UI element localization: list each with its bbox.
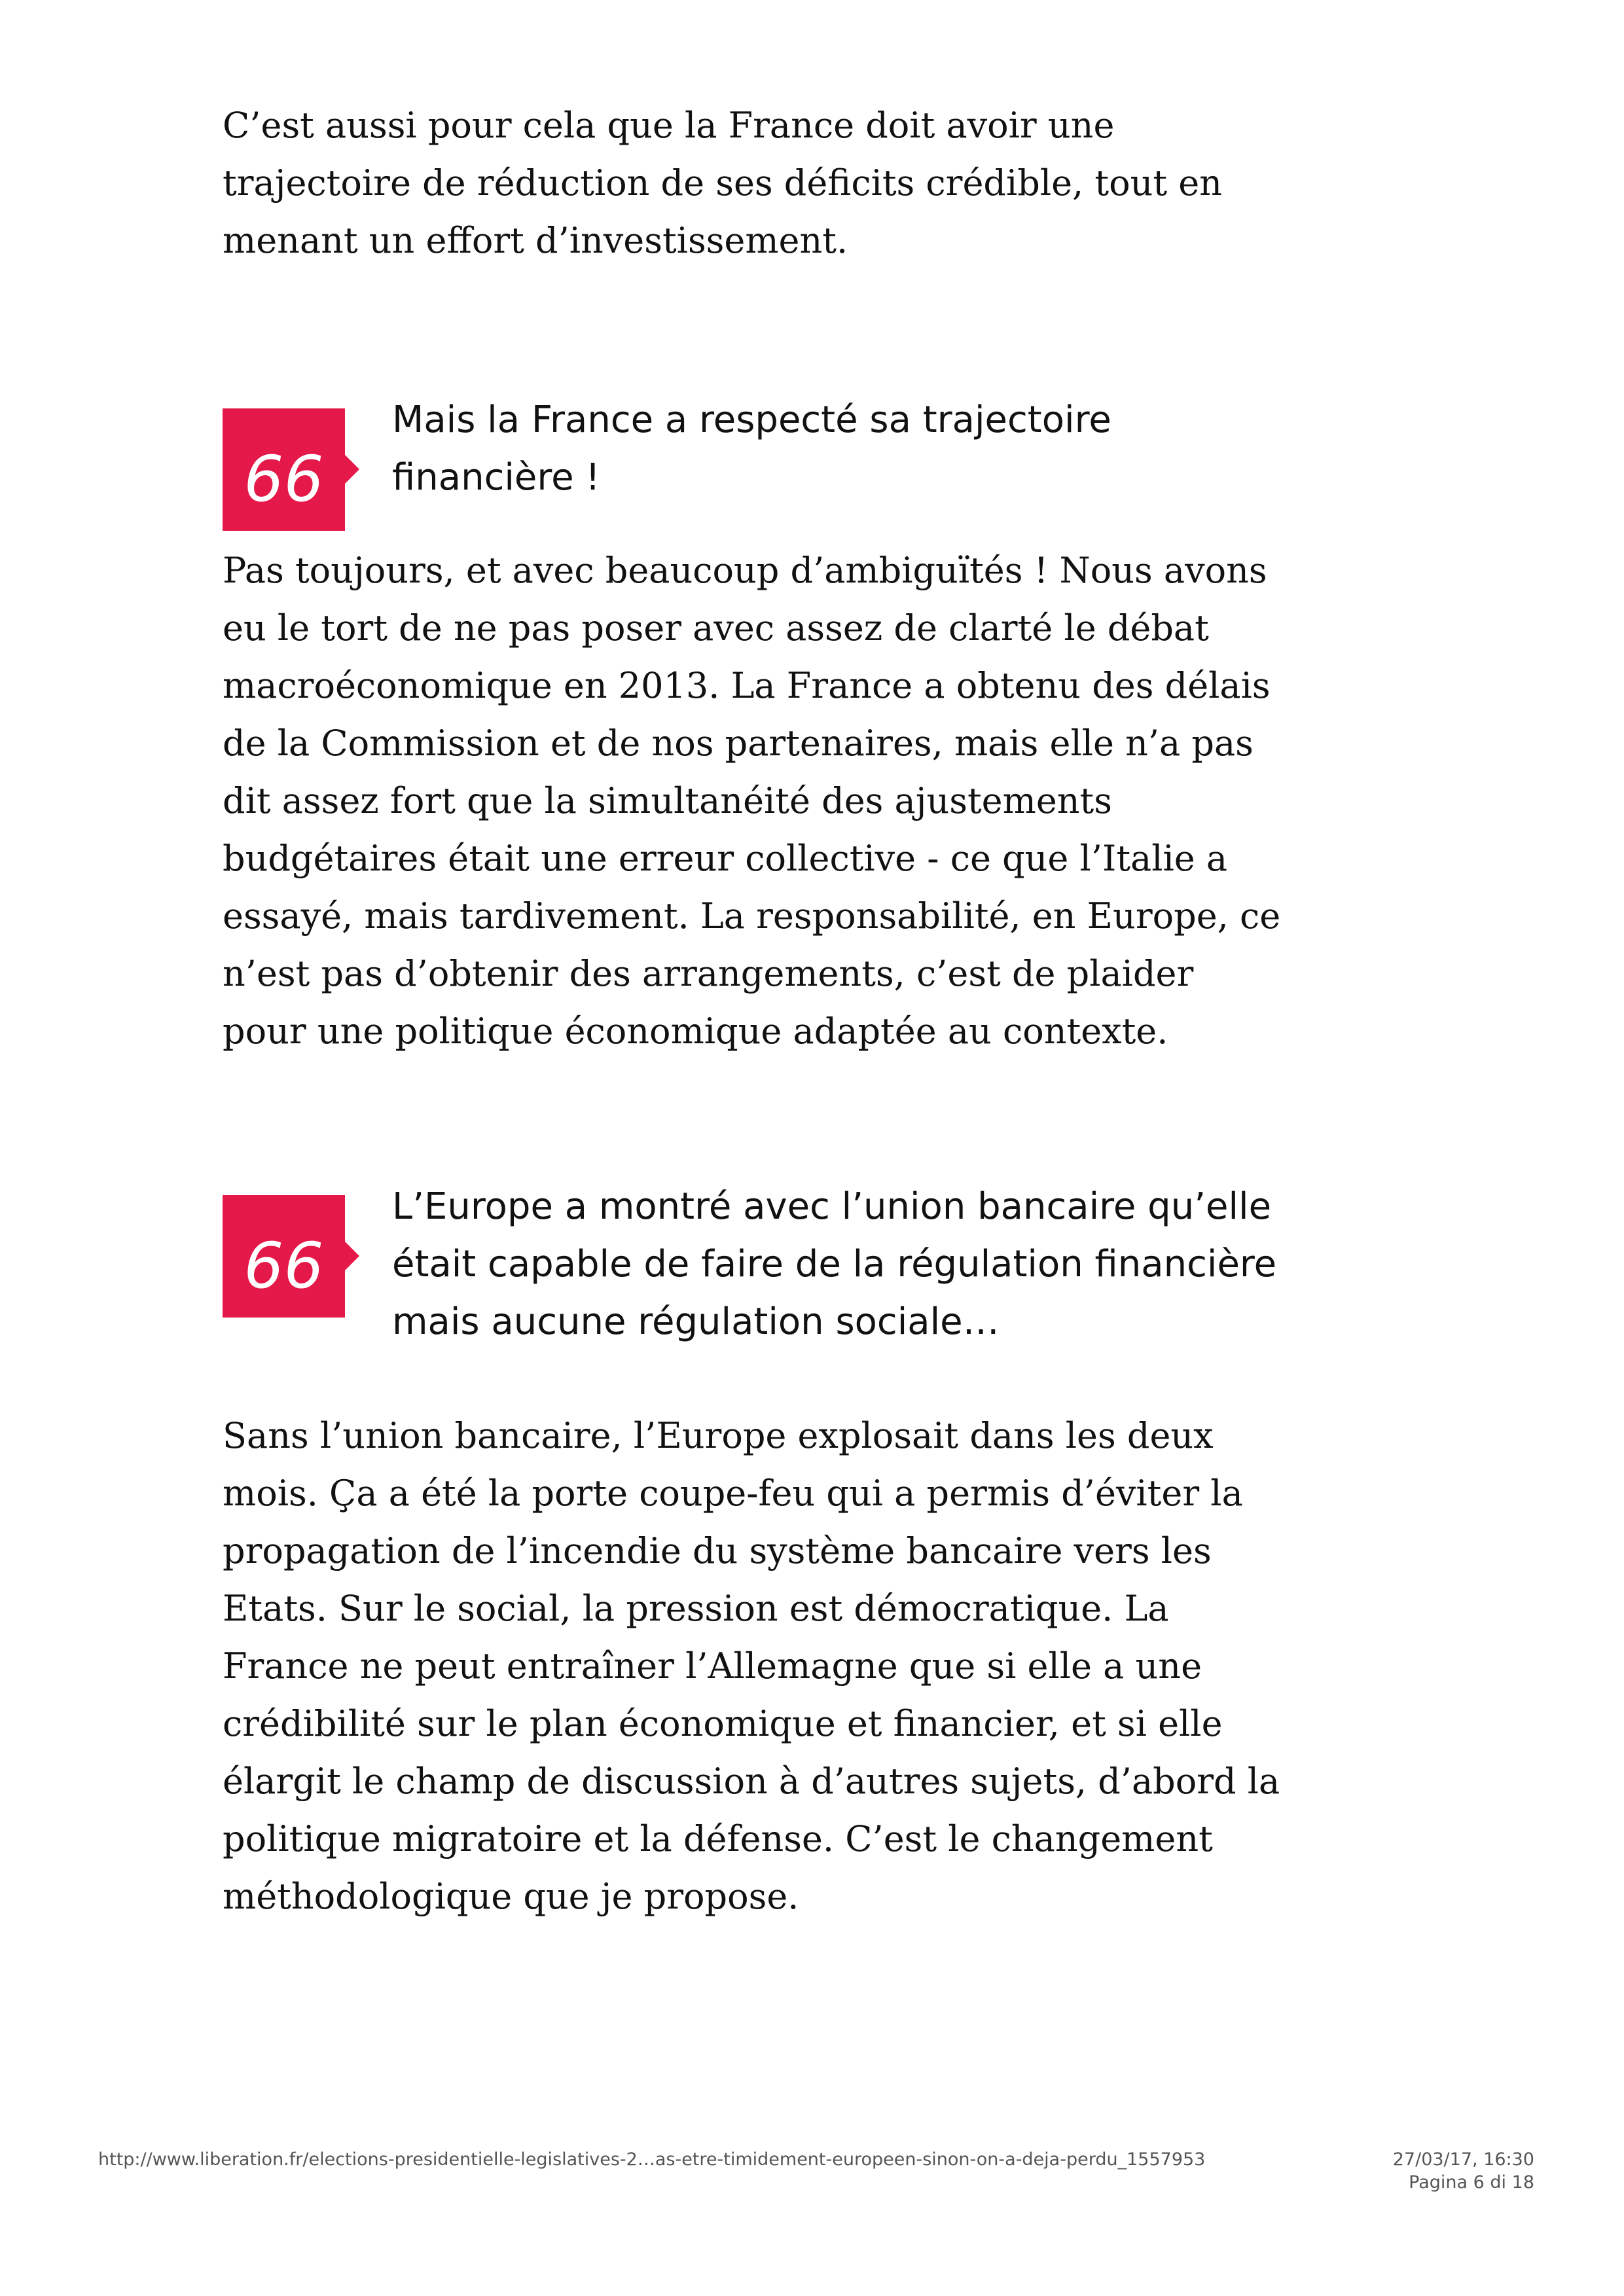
answer-2: Sans l’union bancaire, l’Europe explosait dans les deux mois. Ça a été la porte coupe-feu qui a permis d’éviter la propagation de l’incendie du système bancaire vers les Etats. Sur le social, la pression est démocratique. La France ne peut entraîner l’Allemagne que si elle a une crédibilité sur le plan économique et financier, et si elle élargit le champ de discussion à d’autres sujets, d’abord la politique migratoire et la défense. C’est le changement méthodologique que je propose. xyxy=(223,1415,1280,1917)
question-block-2 xyxy=(223,1178,1283,1351)
paragraph-intro: C’est aussi pour cela que la France doit avoir une trajectoire de réduction de ses déficits crédible, tout en menant un effort d’investissement. xyxy=(223,105,1222,261)
quote-marks-icon xyxy=(223,408,345,531)
quote-marks-icon xyxy=(223,1195,345,1318)
footer-page-number: Pagina 6 di 18 xyxy=(1409,2172,1534,2193)
quote-glyph: 66 xyxy=(244,442,324,516)
footer-url[interactable]: http://www.liberation.fr/elections-presidentielle-legislatives-2…as-etre-timidement-europeen-sinon-on-a-deja-perdu_1557953 xyxy=(98,2149,1206,2170)
question-block-1 xyxy=(223,391,1283,531)
footer-datetime: 27/03/17, 16:30 xyxy=(1392,2149,1534,2170)
answer-1: Pas toujours, et avec beaucoup d’ambiguïtés ! Nous avons eu le tort de ne pas poser avec assez de clarté le débat macroéconomique en 2013. La France a obtenu des délais de la Commission et de nos partenaires, mais elle n’a pas dit assez fort que la simultanéité des ajustements budgétaires était une erreur collective - ce que l’Italie a essayé, mais tardivement. La responsabilité, en Europe, ce n’est pas d’obtenir des arrangements, c’est de plaider pour une politique économique adaptée au contexte. xyxy=(223,550,1281,1052)
question-1: Mais la France a respecté sa trajectoire financière ! xyxy=(392,399,1111,499)
question-2: L’Europe a montré avec l’union bancaire qu’elle était capable de faire de la régulation financière mais aucune régulation sociale… xyxy=(392,1185,1277,1343)
quote-glyph: 66 xyxy=(244,1229,324,1302)
